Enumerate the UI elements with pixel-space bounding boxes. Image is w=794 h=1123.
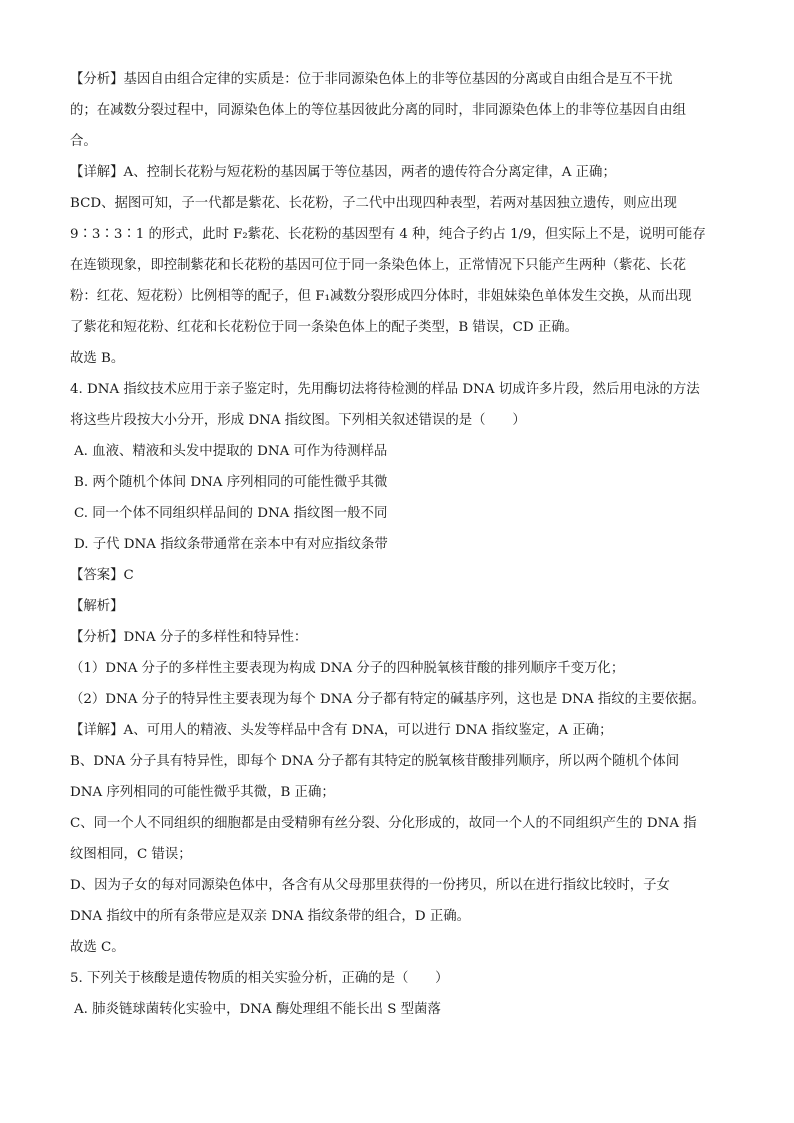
option-a: A. 血液、精液和头发中提取的 DNA 可作为待测样品 [74,444,388,459]
text-line: 粉：红花、短花粉）比例相等的配子，但 F₁减数分裂形成四分体时，非姐妹染色单体发生交换，从而出现 [70,289,692,304]
detail-line: DNA 指纹中的所有条带应是双亲 DNA 指纹条带的组合，D 正确。 [70,909,470,924]
analysis-line: 【分析】DNA 分子的多样性和特异性： [70,630,308,645]
answer: 【答案】C [70,568,134,583]
detail-line: B、DNA 分子具有特异性，即每个 DNA 分子都有其特定的脱氧核苷酸排列顺序，所以两个随机个体间 [70,754,680,769]
option-d: D. 子代 DNA 指纹条带通常在亲本中有对应指纹条带 [74,537,388,552]
text-line: 【分析】基因自由组合定律的实质是：位于非同源染色体上的非等位基因的分离或自由组合是互不干扰 [70,72,673,87]
analysis-line: （2）DNA 分子的特异性主要表现为每个 DNA 分子都有特定的碱基序列，这也是 DNA 指纹的主要依据。 [70,692,706,707]
text-line: BCD、据图可知，子一代都是紫花、长花粉，子二代中出现四种表型，若两对基因独立遗传，则应出现 [70,196,677,211]
option-b: B. 两个随机个体间 DNA 序列相同的可能性微乎其微 [74,475,388,490]
text-line: 在连锁现象，即控制紫花和长花粉的基因可位于同一条染色体上，正常情况下只能产生两种（紫花、长花 [70,258,686,273]
detail-line: D、因为子女的每对同源染色体中，各含有从父母那里获得的一份拷贝，所以在进行指纹比较时，子女 [70,878,670,893]
detail-line: C、同一个人不同组织的细胞都是由受精卵有丝分裂、分化形成的，故同一个人的不同组织产生的 DNA 指 [70,816,697,831]
conclusion: 故选 C。 [70,940,125,955]
text-line: 9∶3∶3∶1 的形式，此时 F₂紫花、长花粉的基因型有 4 种，纯合子约占 1/9，但实际上不是，说明可能存 [70,227,706,242]
detail-line: 【详解】A、可用人的精液、头发等样品中含有 DNA，可以进行 DNA 指纹鉴定，A 正确； [70,723,613,738]
detail-line: DNA 序列相同的可能性微乎其微，B 正确； [70,785,335,800]
conclusion: 故选 B。 [70,351,125,366]
analysis-line: （1）DNA 分子的多样性主要表现为构成 DNA 分子的四种脱氧核苷酸的排列顺序千变万化； [70,661,625,676]
detail-line: 纹图相同，C 错误； [70,847,192,862]
text-line: 的；在减数分裂过程中，同源染色体上的等位基因彼此分离的同时，非同源染色体上的非等位基因自由组 [70,103,686,118]
question-stem: 将这些片段按大小分开，形成 DNA 指纹图。下列相关叙述错误的是（ ） [70,413,526,428]
text-line: 合。 [70,134,97,149]
question-stem: 5. 下列关于核酸是遗传物质的相关实验分析，正确的是（ ） [70,971,449,986]
text-line: 了紫花和短花粉、红花和长花粉位于同一条染色体上的配子类型，B 错误，CD 正确。 [70,320,579,335]
jiexi-heading: 【解析】 [70,599,124,614]
option-a: A. 肺炎链球菌转化实验中，DNA 酶处理组不能长出 S 型菌落 [74,1002,441,1017]
prev-analysis [70,64,732,157]
option-c: C. 同一个体不同组织样品间的 DNA 指纹图一般不同 [74,506,388,521]
question-4 [70,374,732,963]
text-line: 【详解】A、控制长花粉与短花粉的基因属于等位基因，两者的遗传符合分离定律，A 正确； [70,165,616,180]
prev-detail [70,157,732,374]
question-5 [70,963,732,1025]
question-stem: 4. DNA 指纹技术应用于亲子鉴定时，先用酶切法将待检测的样品 DNA 切成许多片段，然后用电泳的方法 [70,382,700,397]
